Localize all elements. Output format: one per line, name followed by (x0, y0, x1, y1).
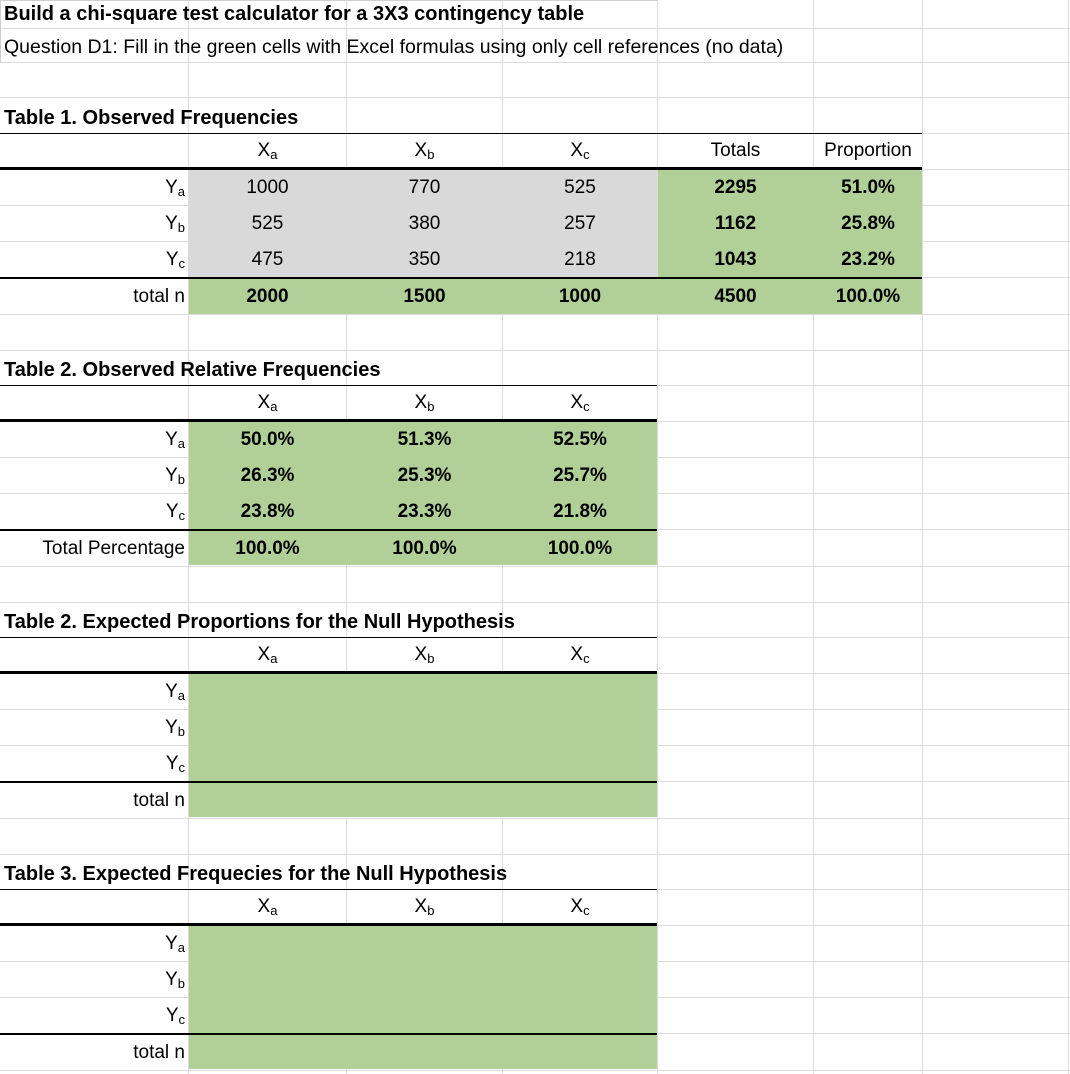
row-header-ya: $Y_a$ (165, 177, 185, 199)
header-border (0, 0, 1, 62)
table2-title: Table 2. Observed Relative Frequencies (4, 359, 381, 381)
table1-cell[interactable]: 770 (408, 177, 441, 198)
table1-title: Table 1. Observed Frequencies (4, 107, 299, 129)
table2-cell[interactable]: 52.5% (553, 429, 607, 450)
col-header-totals: Totals (710, 140, 761, 161)
table2-cell[interactable]: 50.0% (240, 429, 295, 450)
table1-total-n-cell[interactable]: 1000 (558, 286, 602, 307)
row-header-yb: $Y_b$ (165, 213, 185, 235)
table1-cell[interactable]: 1000 (246, 177, 289, 198)
row-header-ya: $Y_a$ (165, 681, 185, 703)
col-header-xa: $X_a$ (257, 140, 278, 162)
table1-cell[interactable]: 475 (251, 249, 284, 270)
table1-cell[interactable]: 257 (564, 213, 596, 234)
col-header-xb: $X_b$ (414, 896, 435, 918)
gridline (0, 97, 1070, 98)
col-header-xa: $X_a$ (257, 896, 278, 918)
table2-cell[interactable]: 23.3% (397, 501, 452, 522)
table1-proportion-cell[interactable]: 51.0% (841, 177, 895, 198)
table1-total-n-cell[interactable]: 2000 (246, 286, 289, 307)
row-header-total-percentage: Total Percentage (42, 538, 185, 559)
table1-cell[interactable]: 380 (408, 213, 441, 234)
table1-proportion-cell[interactable]: 23.2% (841, 249, 895, 270)
row-header-total-n: total n (133, 1042, 185, 1063)
col-header-xc: $X_c$ (570, 140, 590, 162)
gridline (1068, 0, 1069, 1074)
table1-total-cell[interactable]: 2295 (714, 177, 757, 198)
table2-cell[interactable]: 25.3% (397, 465, 452, 486)
table4-title: Table 3. Expected Frequecies for the Null Hypothesis (4, 863, 508, 885)
col-header-proportion: Proportion (824, 140, 912, 161)
row-header-total-n: total n (133, 286, 185, 307)
row-header-yb: $Y_b$ (165, 717, 185, 739)
col-header-xb: $X_b$ (414, 644, 435, 666)
table3-title: Table 2. Expected Proportions for the Null Hypothesis (4, 611, 515, 633)
gridline (922, 0, 923, 1074)
table2-cell[interactable]: 21.8% (553, 501, 607, 522)
row-header-yc: $Y_c$ (165, 501, 185, 523)
gridline (0, 602, 1070, 603)
row-header-ya: $Y_a$ (165, 933, 185, 955)
table4-fill[interactable] (189, 926, 657, 1069)
table1-cell[interactable]: 218 (564, 249, 596, 270)
row-header-yb: $Y_b$ (165, 465, 185, 487)
sheet-title: Build a chi-square test calculator for a 3X3 contingency table (4, 3, 585, 25)
table1-proportion-cell[interactable]: 25.8% (841, 213, 895, 234)
row-header-ya: $Y_a$ (165, 429, 185, 451)
question-text: Question D1: Fill in the green cells with Excel formulas using only cell references (no data) (4, 36, 784, 58)
gridline (0, 350, 1070, 351)
row-header-yb: $Y_b$ (165, 969, 185, 991)
table2-total-cell[interactable]: 100.0% (235, 538, 300, 559)
table2-cell[interactable]: 23.8% (240, 501, 295, 522)
table2-cell[interactable]: 25.7% (553, 465, 607, 486)
table1-proportion-total-cell[interactable]: 100.0% (835, 286, 901, 307)
table1-grand-total-cell[interactable]: 4500 (714, 286, 757, 307)
table1-total-cell[interactable]: 1162 (714, 213, 757, 234)
table2-total-cell[interactable]: 100.0% (392, 538, 457, 559)
table1-cell[interactable]: 350 (408, 249, 441, 270)
row-header-yc: $Y_c$ (165, 753, 185, 775)
table1-total-cell[interactable]: 1043 (714, 249, 757, 270)
row-header-total-n: total n (133, 790, 185, 811)
col-header-xb: $X_b$ (414, 392, 435, 414)
table1-cell[interactable]: 525 (564, 177, 596, 198)
table2-total-cell[interactable]: 100.0% (547, 538, 613, 559)
col-header-xc: $X_c$ (570, 644, 590, 666)
col-header-xa: $X_a$ (257, 644, 278, 666)
table2-cell[interactable]: 26.3% (240, 465, 295, 486)
table3-fill[interactable] (189, 674, 657, 817)
row-header-yc: $Y_c$ (165, 249, 185, 271)
table2-cell[interactable]: 51.3% (397, 429, 452, 450)
table1-total-n-cell[interactable]: 1500 (403, 286, 446, 307)
row-header-yc: $Y_c$ (165, 1005, 185, 1027)
col-header-xc: $X_c$ (570, 392, 590, 414)
col-header-xc: $X_c$ (570, 896, 590, 918)
table1-cell[interactable]: 525 (251, 213, 284, 234)
col-header-xb: $X_b$ (414, 140, 435, 162)
col-header-xa: $X_a$ (257, 392, 278, 414)
gridline (0, 854, 1070, 855)
